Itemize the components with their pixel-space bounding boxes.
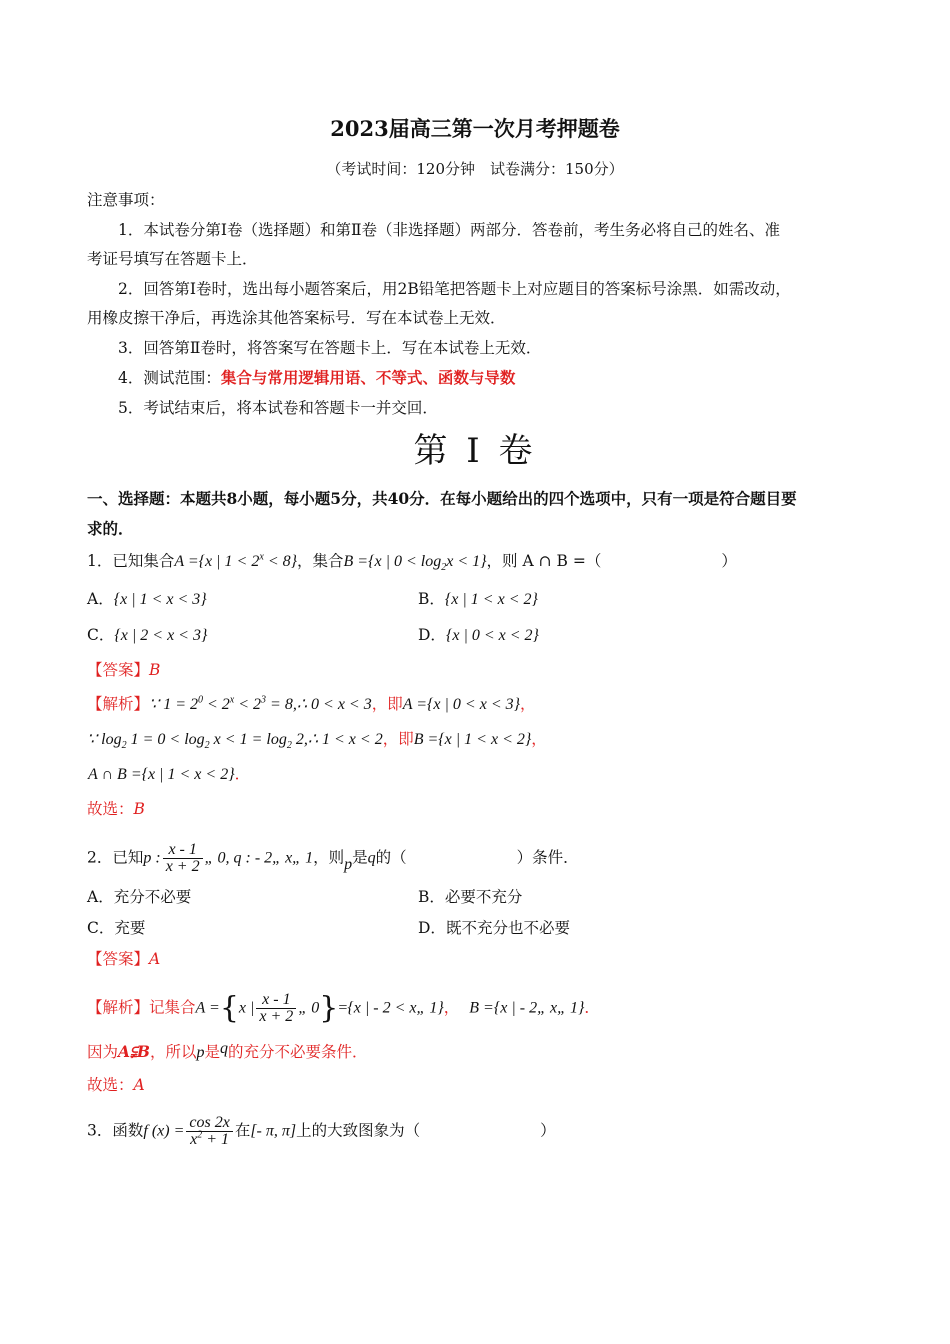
q2-option-b-label: B． (418, 888, 445, 906)
q2-option-d-text: 既不充分也不必要 (445, 919, 570, 937)
q3-fx: f (x) = (143, 1122, 185, 1140)
q1-ask: ，则 A ∩ B =（ (486, 552, 602, 570)
q3-den-post: + 1 (202, 1131, 230, 1148)
q1-option-a[interactable] (87, 588, 207, 611)
q3-interval: [- π, π] (250, 1122, 297, 1140)
q1-option-c-text: {x | 2 < x < 3} (114, 627, 208, 644)
q2-option-b[interactable] (418, 886, 522, 908)
q1-analysis-label: 【解析】 (87, 695, 150, 713)
note-4 (118, 367, 515, 389)
q2-a2-pre: 因为 (87, 1043, 119, 1061)
q1-set-a-end: < 8} (263, 553, 298, 570)
q2-conclusion (87, 1074, 145, 1096)
q1-a3-math: A ∩ B ={x | 1 < x < 2} (88, 766, 235, 783)
note-4-range: 集合与常用逻辑用语、不等式、函数与导数 (220, 368, 516, 387)
q1-a2-s3: 2 (286, 740, 292, 752)
q2-conclusion-label: 故选： (87, 1076, 134, 1094)
q2-analysis-label: 【解析】 (87, 998, 150, 1017)
q2-fraction (163, 842, 203, 875)
q1-option-d-text: {x | 0 < x < 2} (445, 627, 539, 644)
q1-option-c[interactable] (87, 624, 207, 647)
q1-mid: ，集合 (297, 552, 344, 570)
q2-a1-comma: ， (443, 998, 460, 1017)
q3-in: 在 (234, 1121, 251, 1140)
q1-analysis-math2 (87, 731, 383, 752)
q2-a1-left-brace: { (219, 990, 239, 1026)
q2-a1-end: ． (584, 998, 600, 1017)
q1-set-a-body: A ={x | 1 < 2 (174, 553, 260, 570)
q1-a2-m1: ∵ log (87, 731, 122, 748)
q2-a1-right-brace: } (319, 990, 339, 1026)
note-2b: 用橡皮擦干净后，再选涂其他答案标号．写在本试卷上无效． (87, 309, 506, 327)
note-4-prefix: 4．测试范围： (118, 369, 221, 387)
q2-is: 是 (352, 848, 368, 867)
q3-lead: 3．函数 (87, 1121, 144, 1140)
q1-a2-s1: 2 (121, 740, 127, 752)
note-5: 5．考试结束后，将本试卷和答题卡一并交回． (118, 399, 438, 417)
q1-a2-m3: x < 1 = log (209, 731, 287, 748)
q2-a2-q: q (220, 1040, 228, 1057)
q1-option-c-label: C． (87, 626, 115, 644)
q2-answer-value: A (149, 950, 161, 968)
q2-a1-set-a: A = (195, 999, 220, 1017)
note-3: 3．回答第Ⅱ卷时，将答案写在答题卡上．写在本试卷上无效． (118, 339, 542, 357)
q2-a1-text: 记集合 (149, 998, 196, 1017)
q1-close: ） (721, 552, 737, 570)
q1-lead: 1．已知集合 (87, 552, 175, 570)
q2-option-a-text: 充分不必要 (113, 888, 192, 906)
q2-of: 的（ (375, 848, 407, 867)
q1-a2-s2: 2 (204, 740, 210, 752)
q2-option-b-text: 必要不充分 (444, 888, 523, 906)
q2-mid: ，则 (313, 848, 345, 867)
q2-option-c[interactable] (87, 917, 145, 939)
q1-a1-m3: < 2 (234, 696, 262, 713)
q1-a1-m2: < 2 (203, 696, 230, 713)
q2-lead: 2．已知 (87, 848, 144, 867)
q3-close: ） (540, 1121, 556, 1140)
q1-option-d[interactable] (418, 624, 539, 647)
q1-conclusion-label: 故选： (87, 800, 134, 818)
q1-a3-end: ． (234, 765, 251, 783)
q1-option-d-label: D． (418, 626, 446, 644)
q1-a1-ex: x (229, 694, 235, 706)
q1-set-a (174, 553, 297, 570)
q2-analysis-line1 (87, 992, 600, 1025)
section-heading-line2: 求的． (87, 519, 134, 538)
q3-frac-den (186, 1129, 232, 1148)
q2-a1-set-2: {x | - 2 < x„ 1} (347, 999, 444, 1017)
q1-a1-m4: = 8,∴ 0 < x < 3 (266, 696, 372, 713)
q1-conclusion (87, 798, 145, 820)
q2-q: q (367, 849, 376, 867)
q2-a1-set-b: B ={x | - 2„ x„ 1} (469, 999, 585, 1017)
q1-stem (87, 550, 737, 573)
exam-subtitle: （考试时间：120分钟 试卷满分：150分） (326, 160, 624, 178)
q2-a2-subset: A⫋B (118, 1042, 150, 1061)
q2-option-a[interactable] (87, 886, 191, 908)
q3-frac-num: cos 2x (186, 1115, 232, 1132)
q2-p: p (344, 855, 353, 873)
q1-option-a-label: A． (87, 590, 114, 608)
q2-answer (87, 948, 160, 970)
q2-a1-frac-num: x - 1 (256, 992, 296, 1009)
q1-a2-end: ， (531, 730, 547, 748)
q2-option-c-label: C． (87, 919, 115, 937)
q2-a2-mid: ，所以 (149, 1043, 197, 1061)
exam-title: 2023届高三第一次月考押题卷 (330, 116, 620, 141)
q1-answer-value: B (149, 661, 161, 679)
q2-frac-num: x - 1 (163, 842, 203, 859)
q2-option-a-label: A． (87, 888, 114, 906)
q1-a2-m5: B ={x | 1 < x < 2} (413, 731, 532, 748)
q2-p-pre: p : (143, 849, 161, 867)
q1-set-b (343, 553, 487, 574)
q1-set-b-post: x < 1} (446, 553, 487, 570)
q1-analysis-line3 (88, 763, 250, 786)
q1-conclusion-value: B (133, 800, 145, 818)
q2-a2-p: p (196, 1044, 205, 1061)
q1-option-b[interactable] (418, 588, 538, 611)
q2-a2-is: 是 (204, 1043, 220, 1061)
q3-den-exp: 2 (197, 1129, 203, 1141)
q1-a1-e3: 3 (261, 694, 267, 706)
q1-analysis-line2 (87, 728, 547, 751)
q3-stem (87, 1115, 556, 1148)
q2-a1-x: x | (238, 999, 255, 1017)
q2-a1-rel: „ 0 (298, 999, 320, 1017)
q1-a1-end: ， (520, 695, 536, 713)
q1-set-b-pre: B ={x | 0 < log (343, 553, 442, 570)
q1-a2-m4: 2,∴ 1 < x < 2 (291, 731, 383, 748)
q3-den-pre: x (190, 1131, 198, 1148)
volume-title: 第 I 卷 (413, 431, 537, 471)
note-2a: 2．回答第Ⅰ卷时，选出每小题答案后，用2B铅笔把答题卡上对应题目的答案标号涂黑．如需改动， (118, 280, 791, 298)
q1-option-b-label: B． (418, 590, 445, 608)
q2-option-d[interactable] (418, 917, 570, 939)
q1-a1-e0: 0 (198, 694, 203, 706)
q2-answer-label: 【答案】 (87, 950, 150, 968)
q1-set-a-exp: x (259, 551, 264, 563)
q2-option-d-label: D． (418, 919, 446, 937)
notes-heading: 注意事项： (87, 191, 165, 209)
q2-analysis-line2 (87, 1041, 368, 1064)
q2-a1-eq: = (338, 999, 348, 1017)
q2-a1-fraction (256, 992, 296, 1025)
section-heading-line1: 一、选择题：本题共8小题，每小题5分，共40分．在每小题给出的四个选项中，只有一项是符合题目要 (87, 489, 797, 508)
q2-p-post: „ 0, q : - 2„ x„ 1 (204, 849, 314, 867)
note-1b: 考证号填写在答题卡上． (87, 250, 258, 268)
q2-conclusion-value: A (133, 1076, 145, 1094)
q1-set-b-sub: 2 (441, 562, 447, 574)
q2-a1-frac-den: x + 2 (259, 1008, 294, 1025)
q3-fraction (186, 1115, 232, 1148)
q1-analysis-math1 (149, 696, 372, 713)
note-1a: 1．本试卷分第Ⅰ卷（选择题）和第Ⅱ卷（非选择题）两部分．答卷前，考生务必将自己的姓名、准 (118, 221, 781, 239)
q1-a1-m1: ∵ 1 = 2 (149, 696, 198, 713)
q2-close: ）条件． (516, 848, 579, 867)
q2-option-c-text: 充要 (114, 919, 146, 937)
q2-frac-den: x + 2 (165, 858, 200, 875)
q2-stem (87, 842, 579, 875)
q2-a2-post: 的充分不必要条件． (228, 1043, 368, 1061)
q1-analysis-line1 (87, 693, 536, 716)
q1-a1-m5: A ={x | 0 < x < 3} (402, 696, 521, 713)
q1-answer (87, 659, 160, 681)
q1-option-a-text: {x | 1 < x < 3} (113, 591, 207, 608)
q1-a2-connector: ，即 (382, 730, 414, 748)
q3-ask: 上的大致图象为（ (296, 1121, 421, 1140)
q1-option-b-text: {x | 1 < x < 2} (444, 591, 538, 608)
q1-a2-m2: 1 = 0 < log (126, 731, 205, 748)
q1-answer-label: 【答案】 (87, 661, 150, 679)
q1-a1-connector: ，即 (371, 695, 403, 713)
